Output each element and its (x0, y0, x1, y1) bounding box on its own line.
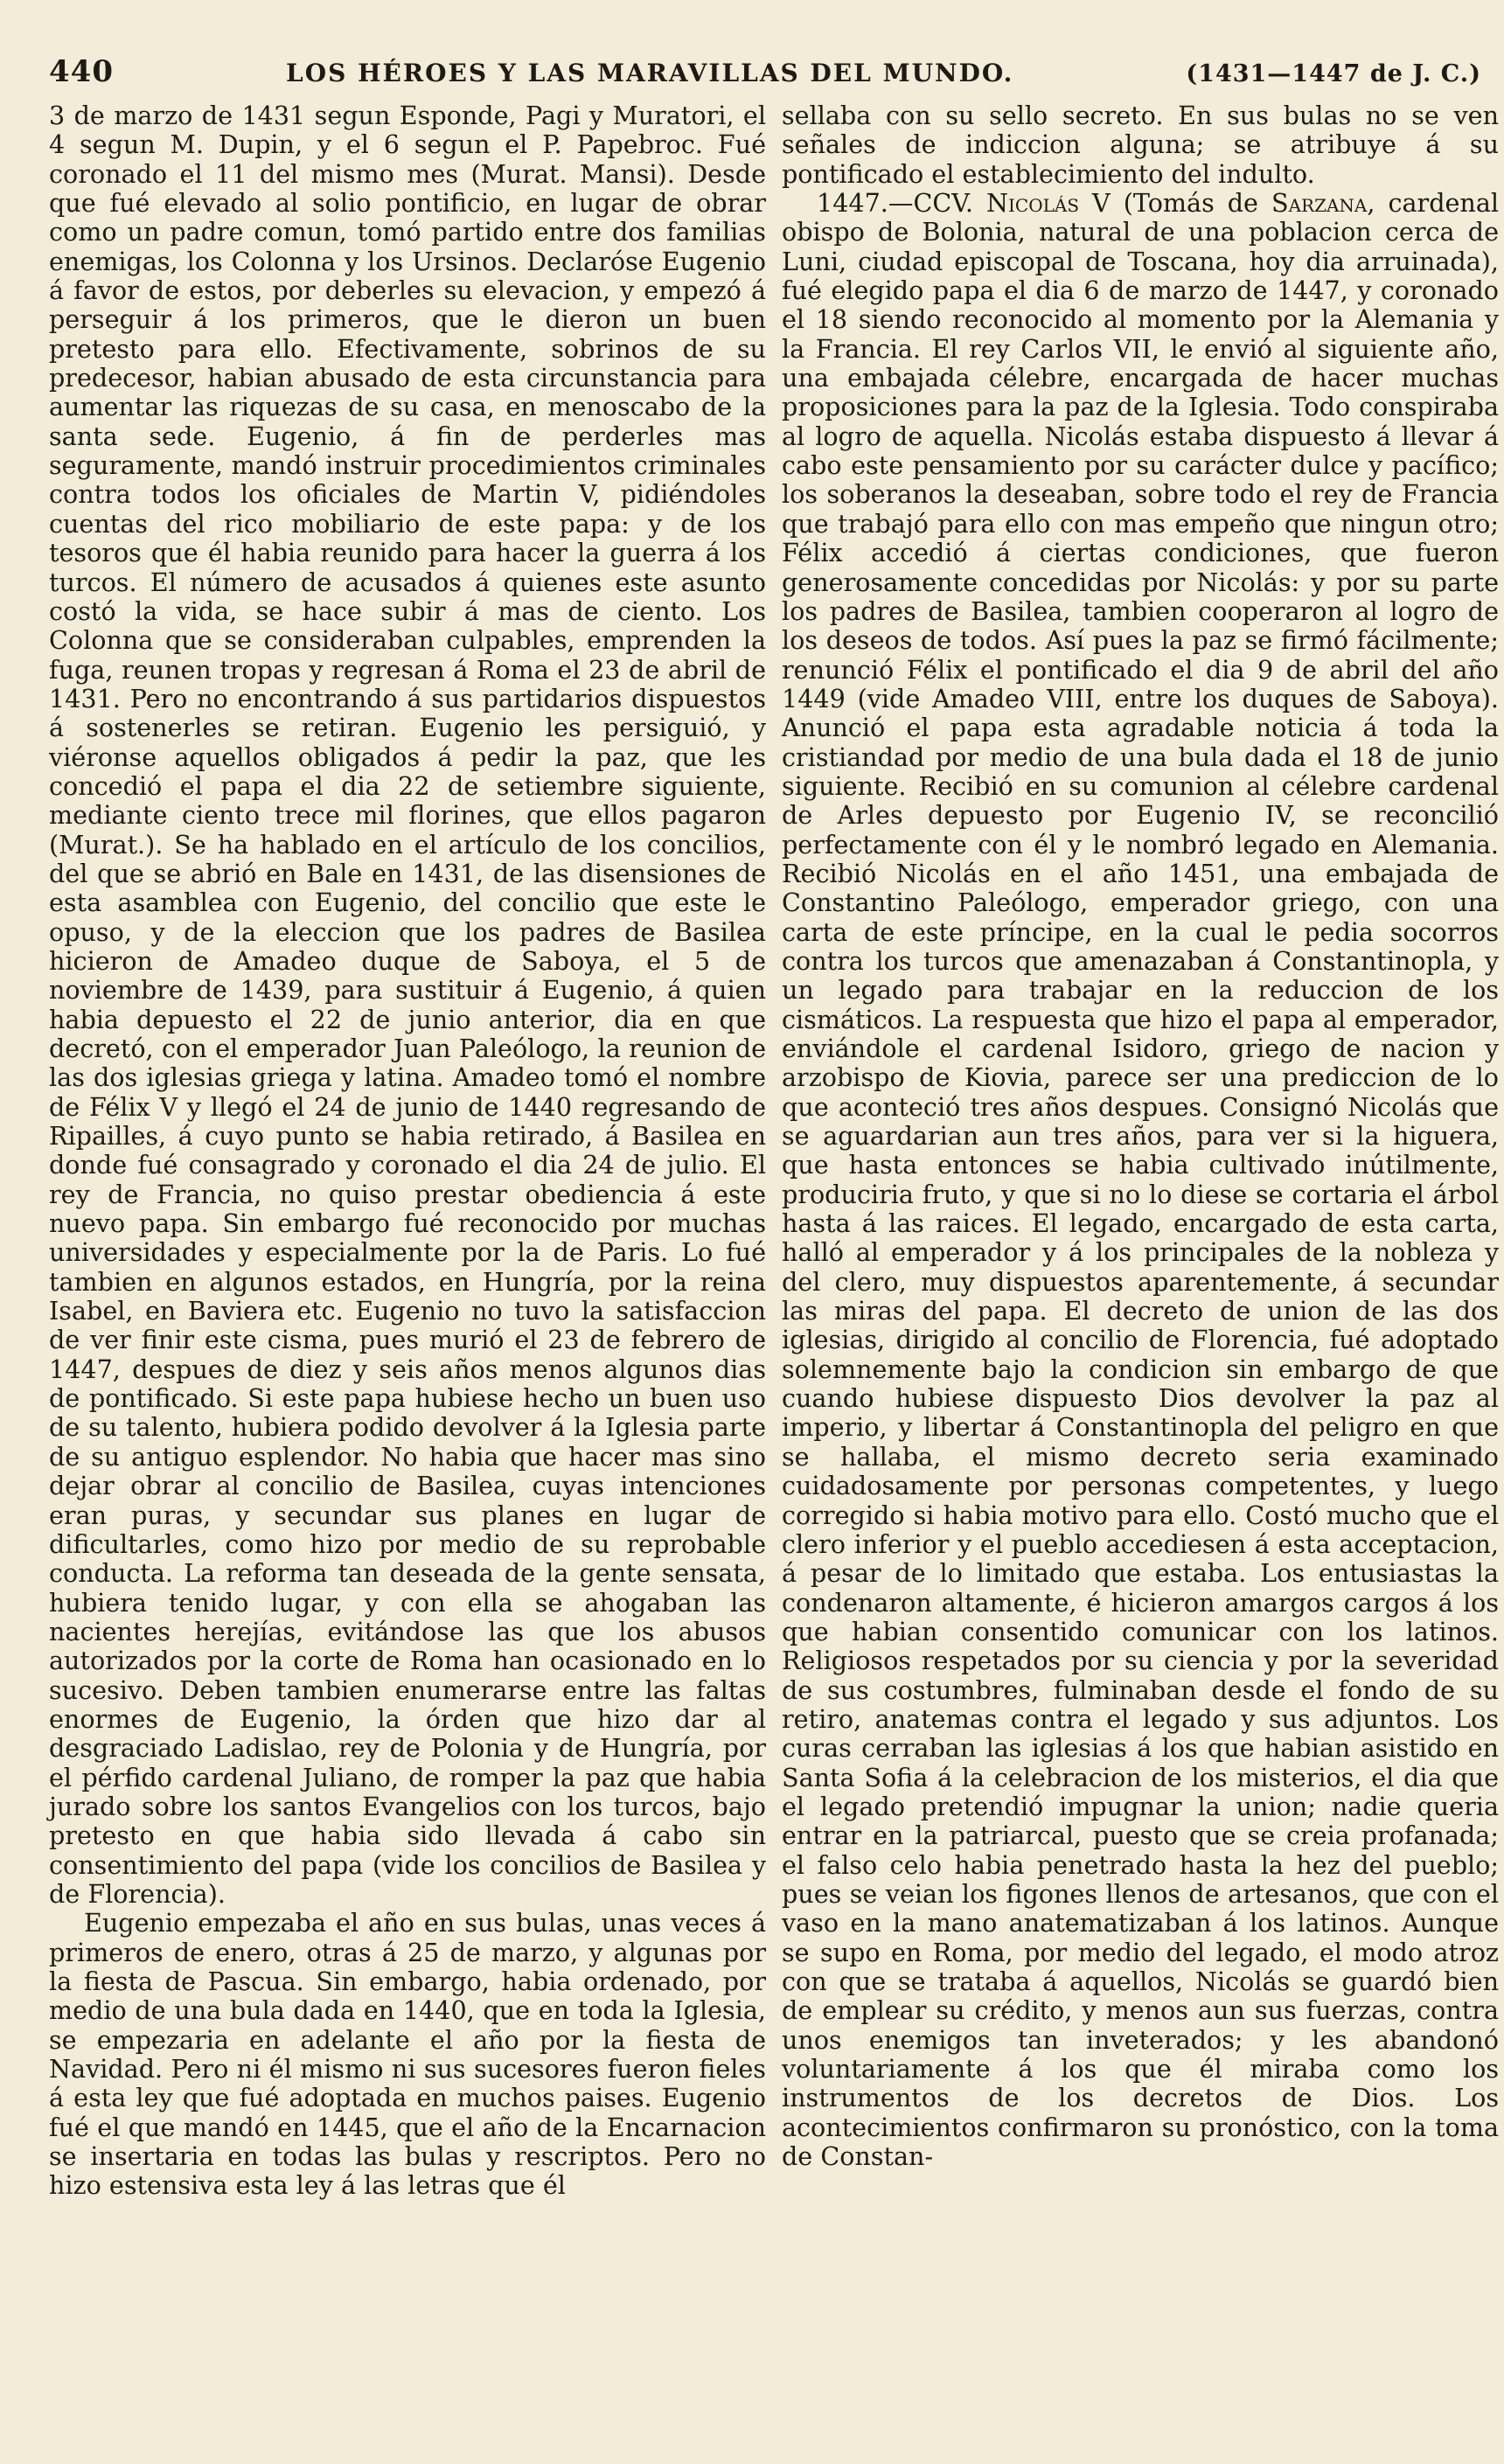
pope-surname: Sarzana (1271, 188, 1368, 219)
entry-number: 1447.—CCV. (817, 188, 973, 219)
left-paragraph-2: Eugenio empezaba el año en sus bulas, unas veces á primeros de enero, otras á 25 de marzo, y algunas por la fiesta de Pascua. Sin embargo, habia ordenado, por medio de una bula dada en 1440, que en toda la Iglesia, se empezaria en adelante el año por la fiesta de Navidad. Pero ni él mismo ni sus sucesores fueron fieles á esta ley que fué adoptada en muchos paises. Eugenio fué el que mandó en 1445, que el año de la Encarnacion se insertaria en todas las bulas y rescriptos. Pero no hizo estensiva esta ley á las letras que él (49, 1908, 766, 2201)
date-range: (1431—1447 de J. C.) (1186, 60, 1481, 87)
page-number: 440 (49, 54, 114, 89)
running-title: LOS HÉROES Y LAS MARAVILLAS DEL MUNDO. (286, 59, 1014, 87)
running-header (49, 54, 1481, 89)
pope-name: Nicolás V (985, 188, 1111, 219)
left-column (49, 101, 766, 2201)
entry-text: , cardenal obispo de Bolonia, natural de una poblacion cerca de Luni, ciudad episcopal de Toscana, hoy dia arruinada), fué elegido papa el dia 6 de marzo de 1447, y coronado el 18 siendo reconocido al momento por la Alemania y la Francia. El rey Carlos VII, le envió al siguiente año, una embajada célebre, encargada de hacer muchas proposiciones para la paz de la Iglesia. Todo conspiraba al logro de aquella. Nicolás estaba dispuesto á llevar á cabo este pensamiento por su carácter dulce y pacífico; los soberanos la deseaban, sobre todo el rey de Francia que trabajó para ello con mas empeño que ningun otro; Félix accedió á ciertas condiciones, que fueron generosamente concedidas por Nicolás: y por su parte los padres de Basilea, tambien cooperaron al logro de los deseos de todos. Así pues la paz se firmó fácilmente; renunció Félix el pontificado el dia 9 de abril del año 1449 (vide Amadeo VIII, entre los duques de Saboya). Anunció el papa esta agradable noticia á toda la cristiandad por medio de una bula dada el 18 de junio siguiente. Recibió en su comunion al célebre cardenal de Arles depuesto por Eugenio IV, se reconcilió perfectamente con él y le nombró legado en Alemania. Recibió Nicolás en el año 1451, una embajada de Constantino Paleólogo, emperador griego, con una carta de este príncipe, en la cual le pedia socorros contra los turcos que amenazaban á Constantinopla, y un legado para trabajar en la reduccion de los cismáticos. La respuesta que hizo el papa al emperador, enviándole el cardenal Isidoro, griego de nacion y arzobispo de Kiovia, parece ser una prediccion de lo que aconteció tres años despues. Consignó Nicolás que se aguardarian aun tres años, para ver si la higuera, que hasta entonces se habia cultivado inútilmente, produciria fruto, y que si no lo diese se cortaria el árbol hasta á las raices. El legado, encargado de esta carta, halló al emperador y á los principales de la nobleza y del clero, muy dispuestos aparentemente, á secundar las miras del papa. El decreto de union de las dos iglesias, dirigido al concilio de Florencia, fué adoptado solemnemente bajo la condicion sin embargo de que cuando hubiese dispuesto Dios devolver la paz al imperio, y libertar á Constantinopla del peligro en que se hallaba, el mismo decreto seria examinado cuidadosamente por personas competentes, y luego corregido si habia motivo para ello. Costó mucho que el clero inferior y el pueblo accediesen á esta acceptacion, á pesar de lo limitado que estaba. Los entusiastas la condenaron altamente, é hicieron amargos cargos á los que habian consentido comunicar con los latinos. Religiosos respetados por su ciencia y por la severidad de sus costumbres, fulminaban desde el fondo de su retiro, anatemas contra el legado y sus adjuntos. Los curas cerraban las iglesias á los que habian asistido en Santa Sofia á la celebracion de los misterios, el dia que el legado pretendió impugnar la union; nadie queria entrar en la patriarcal, puesto que se creia profanada; el falso celo habia penetrado hasta la hez del pueblo; pues se veian los figones llenos de artesanos, que con el vaso en la mano anatematizaban á los latinos. Aunque se supo en Roma, por medio del legado, el modo atroz con que se trataba á aquellos, Nicolás se guardó bien de emplear su crédito, y menos aun sus fuerzas, contra unos enemigos tan inveterados; y les abandonó voluntariamente á los que él miraba como los instrumentos de los decretos de Dios. Los acontecimientos confirmaron su pronóstico, con la toma de Constan- (782, 188, 1500, 2172)
entry-nicolas-v (782, 189, 1499, 2171)
right-column (782, 101, 1499, 2201)
text-columns (49, 101, 1500, 2201)
left-paragraph-1: 3 de marzo de 1431 segun Esponde, Pagi y Muratori, el 4 segun M. Dupin, y el 6 segun el P. Papebroc. Fué coronado el 11 del mismo mes (Murat. Mansi). Desde que fué elevado al solio pontificio, en lugar de obrar como un padre comun, tomó partido entre dos familias enemigas, los Colonna y los Ursinos. Declaróse Eugenio á favor de estos, por deberles su elevacion, y empezó á perseguir á los primeros, que le dieron un buen pretesto para ello. Efectivamente, sobrinos de su predecesor, habian abusado de esta circunstancia para aumentar las riquezas de su casa, en menoscabo de la santa sede. Eugenio, á fin de perderles mas seguramente, mandó instruir procedimientos criminales contra todos los oficiales de Martin V, pidiéndoles cuentas del rico mobiliario de este papa: y de los tesoros que él habia reunido para hacer la guerra á los turcos. El número de acusados á quienes este asunto costó la vida, se hace subir á mas de ciento. Los Colonna que se consideraban culpables, emprenden la fuga, reunen tropas y regresan á Roma el 23 de abril de 1431. Pero no encontrando á sus partidarios dispuestos á sostenerles se retiran. Eugenio les persiguió, y viéronse aquellos obligados á pedir la paz, que les concedió el papa el dia 22 de setiembre siguiente, mediante ciento trece mil florines, que ellos pagaron (Murat.). Se ha hablado en el artículo de los concilios, del que se abrió en Bale en 1431, de las disensiones de esta asamblea con Eugenio, del concilio que este le opuso, y de la eleccion que los padres de Basilea hicieron de Amadeo duque de Saboya, el 5 de noviembre de 1439, para sustituir á Eugenio, á quien habia depuesto el 22 de junio anterior, dia en que decretó, con el emperador Juan Paleólogo, la reunion de las dos iglesias griega y latina. Amadeo tomó el nombre de Félix V y llegó el 24 de junio de 1440 regresando de Ripailles, á cuyo punto se habia retirado, á Basilea en donde fué consagrado y coronado el dia 24 de julio. El rey de Francia, no quiso prestar obediencia á este nuevo papa. Sin embargo fué reconocido por muchas universidades y especialmente por la de Paris. Lo fué tambien en algunos estados, en Hungría, por la reina Isabel, en Baviera etc. Eugenio no tuvo la satisfaccion de ver finir este cisma, pues murió el 23 de febrero de 1447, despues de diez y seis años menos algunos dias de pontificado. Si este papa hubiese hecho un buen uso de su talento, hubiera podido devolver á la Iglesia parte de su antiguo esplendor. No habia que hacer mas sino dejar obrar al concilio de Basilea, cuyas intenciones eran puras, y secundar sus planes en lugar de dificultarles, como hizo por medio de su reprobable conducta. La reforma tan deseada de la gente sensata, hubiera tenido lugar, y con ella se ahogaban las nacientes herejías, evitándose las que los abusos autorizados por la corte de Roma han ocasionado en lo sucesivo. Deben tambien enumerarse entre las faltas enormes de Eugenio, la órden que hizo dar al desgraciado Ladislao, rey de Polonia y de Hungría, por el pérfido cardenal Juliano, de romper la paz que habia jurado sobre los santos Evangelios con los turcos, bajo pretesto en que habia sido llevada á cabo sin consentimiento del papa (vide los concilios de Basilea y de Florencia). (49, 101, 766, 1909)
right-paragraph-1: sellaba con su sello secreto. En sus bulas no se ven señales de indiccion alguna; se atribuye á su pontificado el establecimiento del indulto. (782, 101, 1499, 189)
entry-text-mid: (Tomás de (1123, 188, 1258, 219)
